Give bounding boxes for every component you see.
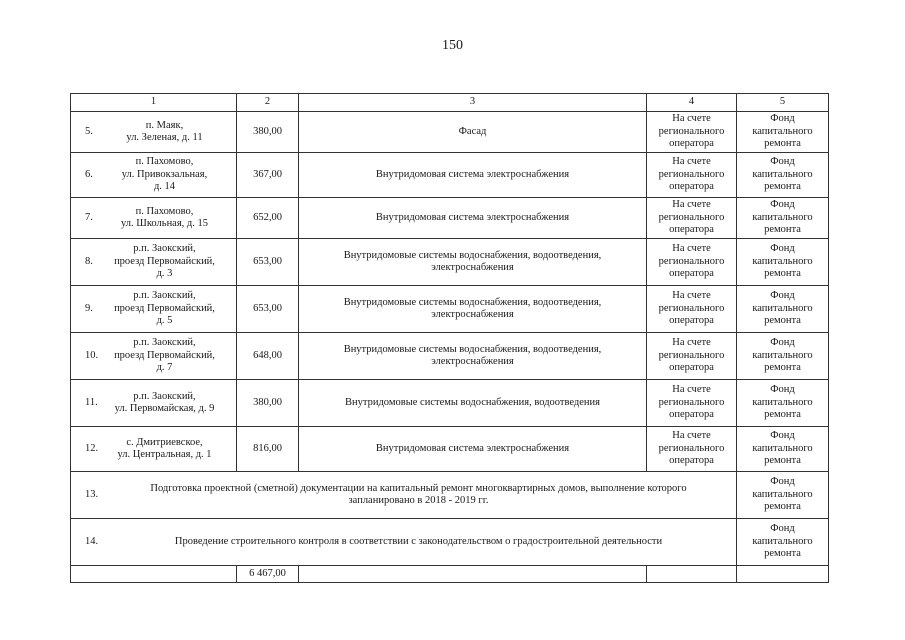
table-row	[71, 112, 829, 153]
work-type-cell	[299, 380, 647, 427]
text-line: ремонта	[764, 138, 801, 150]
repair-plan-table	[70, 93, 829, 583]
text-line: регионального	[658, 168, 725, 180]
address-cell	[71, 427, 237, 472]
text-line: ремонта	[764, 362, 801, 374]
text-line: ремонта	[764, 501, 801, 513]
text-line: Фонд	[770, 476, 795, 488]
text-line: п. Маяк,	[145, 119, 184, 131]
text-line: капитального	[752, 302, 813, 314]
cost-cell: 367,00	[237, 153, 299, 198]
text-line: п. Пахомово,	[135, 156, 194, 168]
address-cell	[71, 333, 237, 380]
text-line: На счете	[672, 384, 711, 396]
text-line: Фонд	[770, 523, 795, 535]
text-line: электроснабжения	[431, 309, 514, 320]
empty-cell	[737, 566, 829, 583]
table-row	[71, 198, 829, 239]
column-header: 1	[71, 94, 237, 112]
table-row	[71, 519, 829, 566]
funding-source-cell	[737, 286, 829, 333]
table-row	[71, 472, 829, 519]
row-number: 9.	[85, 302, 93, 314]
address-text	[73, 206, 234, 231]
empty-cell	[299, 566, 647, 583]
text-line: капитального	[752, 488, 813, 500]
text-line: д. 5	[156, 315, 173, 327]
funding-source-cell	[737, 153, 829, 198]
cost-cell: 653,00	[237, 239, 299, 286]
text-line: Внутридомовые системы водоснабжения, водоотведения,	[343, 343, 602, 355]
text-line: ул. Школьная, д. 15	[120, 218, 209, 229]
text-line: ул. Первомайская, д. 9	[114, 403, 215, 414]
text-line: Фонд	[770, 199, 795, 211]
text-line: Фонд	[770, 156, 795, 168]
text-line: запланировано в 2018 - 2019 гг.	[348, 495, 489, 506]
text-line: Внутридомовая система электроснабжения	[375, 211, 570, 223]
account-cell	[647, 239, 737, 286]
text-line: Фонд	[770, 113, 795, 125]
text-line: капитального	[752, 125, 813, 137]
text-line: проезд Первомайский,	[114, 255, 215, 267]
cost-cell: 652,00	[237, 198, 299, 239]
text-line: ремонта	[764, 409, 801, 421]
text-line: оператора	[669, 181, 714, 193]
row-number: 5.	[85, 125, 93, 137]
text-line: На счете	[672, 113, 711, 125]
table-row	[71, 239, 829, 286]
address-text	[73, 243, 234, 281]
page-number: 150	[442, 38, 463, 53]
row-number: 7.	[85, 211, 93, 223]
text-line: Внутридомовые системы водоснабжения, водоотведения,	[343, 249, 602, 261]
text-line: оператора	[669, 409, 714, 421]
text-line: электроснабжения	[431, 262, 514, 273]
text-line: капитального	[752, 211, 813, 223]
work-type-cell	[299, 333, 647, 380]
text-line: оператора	[669, 138, 714, 150]
text-line: Фонд	[770, 430, 795, 442]
funding-source-cell	[737, 472, 829, 519]
text-line: регионального	[658, 125, 725, 137]
address-text	[73, 120, 234, 145]
work-type-cell	[299, 198, 647, 239]
text-line: На счете	[672, 337, 711, 349]
funding-source-cell	[737, 427, 829, 472]
text-line: капитального	[752, 255, 813, 267]
text-line: капитального	[752, 396, 813, 408]
funding-source-cell	[737, 198, 829, 239]
cost-cell: 380,00	[237, 112, 299, 153]
text-line: Фонд	[770, 290, 795, 302]
row-number: 8.	[85, 255, 93, 267]
total-row	[71, 566, 829, 583]
address-cell	[71, 380, 237, 427]
address-cell	[71, 153, 237, 198]
funding-source-cell	[737, 380, 829, 427]
text-line: регионального	[658, 211, 725, 223]
text-line: проезд Первомайский,	[114, 349, 215, 361]
text-line: На счете	[672, 290, 711, 302]
text-line: Подготовка проектной (сметной) документации на капитальный ремонт многоквартирных домов, выполнение которого	[150, 482, 687, 494]
text-line: р.п. Заокский,	[133, 290, 196, 302]
text-line: ремонта	[764, 548, 801, 560]
text-line: ремонта	[764, 268, 801, 280]
text-line: ул. Зеленая, д. 11	[126, 132, 203, 143]
address-text	[73, 156, 234, 194]
table-row	[71, 380, 829, 427]
work-type-cell	[299, 427, 647, 472]
empty-cell	[647, 566, 737, 583]
empty-cell	[71, 566, 237, 583]
text-line: ул. Центральная, д. 1	[117, 449, 212, 460]
text-line: На счете	[672, 430, 711, 442]
text-line: Проведение строительного контроля в соответствии с законодательством о градостроительной деятельности	[174, 535, 663, 547]
text-line: регионального	[658, 442, 725, 454]
account-cell	[647, 112, 737, 153]
address-cell	[71, 239, 237, 286]
text-line: д. 14	[153, 181, 176, 193]
text-line: с. Дмитриевское,	[126, 436, 203, 448]
text-line: Фонд	[770, 384, 795, 396]
header-row	[71, 94, 829, 112]
work-type-cell	[299, 286, 647, 333]
column-header: 2	[237, 94, 299, 112]
text-line: капитального	[752, 535, 813, 547]
work-type-cell	[299, 153, 647, 198]
text-line: д. 3	[156, 268, 173, 280]
funding-source-cell	[737, 333, 829, 380]
table-row	[71, 286, 829, 333]
text-line: проезд Первомайский,	[114, 302, 215, 314]
text-line: Внутридомовая система электроснабжения	[375, 442, 570, 454]
table-row	[71, 153, 829, 198]
text-line: Внутридомовые системы водоснабжения, водоотведения,	[343, 296, 602, 308]
text-line: р.п. Заокский,	[133, 243, 196, 255]
funding-source-cell	[737, 519, 829, 566]
account-cell	[647, 286, 737, 333]
row-number: 11.	[85, 396, 98, 408]
text-line: регионального	[658, 255, 725, 267]
cost-cell: 380,00	[237, 380, 299, 427]
account-cell	[647, 380, 737, 427]
text-line: р.п. Заокский,	[133, 337, 196, 349]
text-line: оператора	[669, 315, 714, 327]
text-line: ремонта	[764, 315, 801, 327]
text-line: капитального	[752, 349, 813, 361]
text-line: оператора	[669, 455, 714, 467]
text-line: На счете	[672, 199, 711, 211]
text-line: Внутридомовые системы водоснабжения, водоотведения	[345, 396, 600, 408]
column-header: 3	[299, 94, 647, 112]
funding-source-cell	[737, 112, 829, 153]
text-line: п. Пахомово,	[135, 205, 194, 217]
text-line: капитального	[752, 442, 813, 454]
wide-work-cell	[71, 472, 737, 519]
text-line: оператора	[669, 268, 714, 280]
text-line: регионального	[658, 396, 725, 408]
text-line: регионального	[658, 349, 725, 361]
text-line: Фасад	[458, 125, 487, 137]
row-number: 12.	[85, 442, 99, 454]
text-line: Внутридомовая система электроснабжения	[375, 168, 570, 180]
row-number: 6.	[85, 168, 93, 180]
text-line: ремонта	[764, 224, 801, 236]
work-type-cell	[299, 112, 647, 153]
text-line: ул. Привокзальная,	[121, 168, 208, 180]
row-number: 10.	[85, 349, 99, 361]
work-type-cell	[299, 239, 647, 286]
text-line: Фонд	[770, 243, 795, 255]
text-line: оператора	[669, 224, 714, 236]
row-number: 14.	[85, 535, 99, 547]
text-line: р.п. Заокский,	[133, 390, 196, 402]
column-header: 5	[737, 94, 829, 112]
text-line: ремонта	[764, 455, 801, 467]
cost-cell: 816,00	[237, 427, 299, 472]
text-line: электроснабжения	[431, 356, 514, 367]
total-cost-cell: 6 467,00	[237, 566, 299, 583]
text-line: На счете	[672, 156, 711, 168]
cost-cell: 648,00	[237, 333, 299, 380]
table-row	[71, 427, 829, 472]
text-line: оператора	[669, 362, 714, 374]
wide-work-cell	[71, 519, 737, 566]
account-cell	[647, 427, 737, 472]
text-line: Фонд	[770, 337, 795, 349]
text-line: регионального	[658, 302, 725, 314]
address-cell	[71, 112, 237, 153]
address-text	[73, 290, 234, 328]
funding-source-cell	[737, 239, 829, 286]
text-line: На счете	[672, 243, 711, 255]
cost-cell: 653,00	[237, 286, 299, 333]
account-cell	[647, 198, 737, 239]
account-cell	[647, 333, 737, 380]
address-cell	[71, 286, 237, 333]
table-row	[71, 333, 829, 380]
account-cell	[647, 153, 737, 198]
column-header: 4	[647, 94, 737, 112]
text-line: ремонта	[764, 181, 801, 193]
address-cell	[71, 198, 237, 239]
row-number: 13.	[85, 488, 99, 500]
text-line: капитального	[752, 168, 813, 180]
text-line: д. 7	[156, 362, 173, 374]
